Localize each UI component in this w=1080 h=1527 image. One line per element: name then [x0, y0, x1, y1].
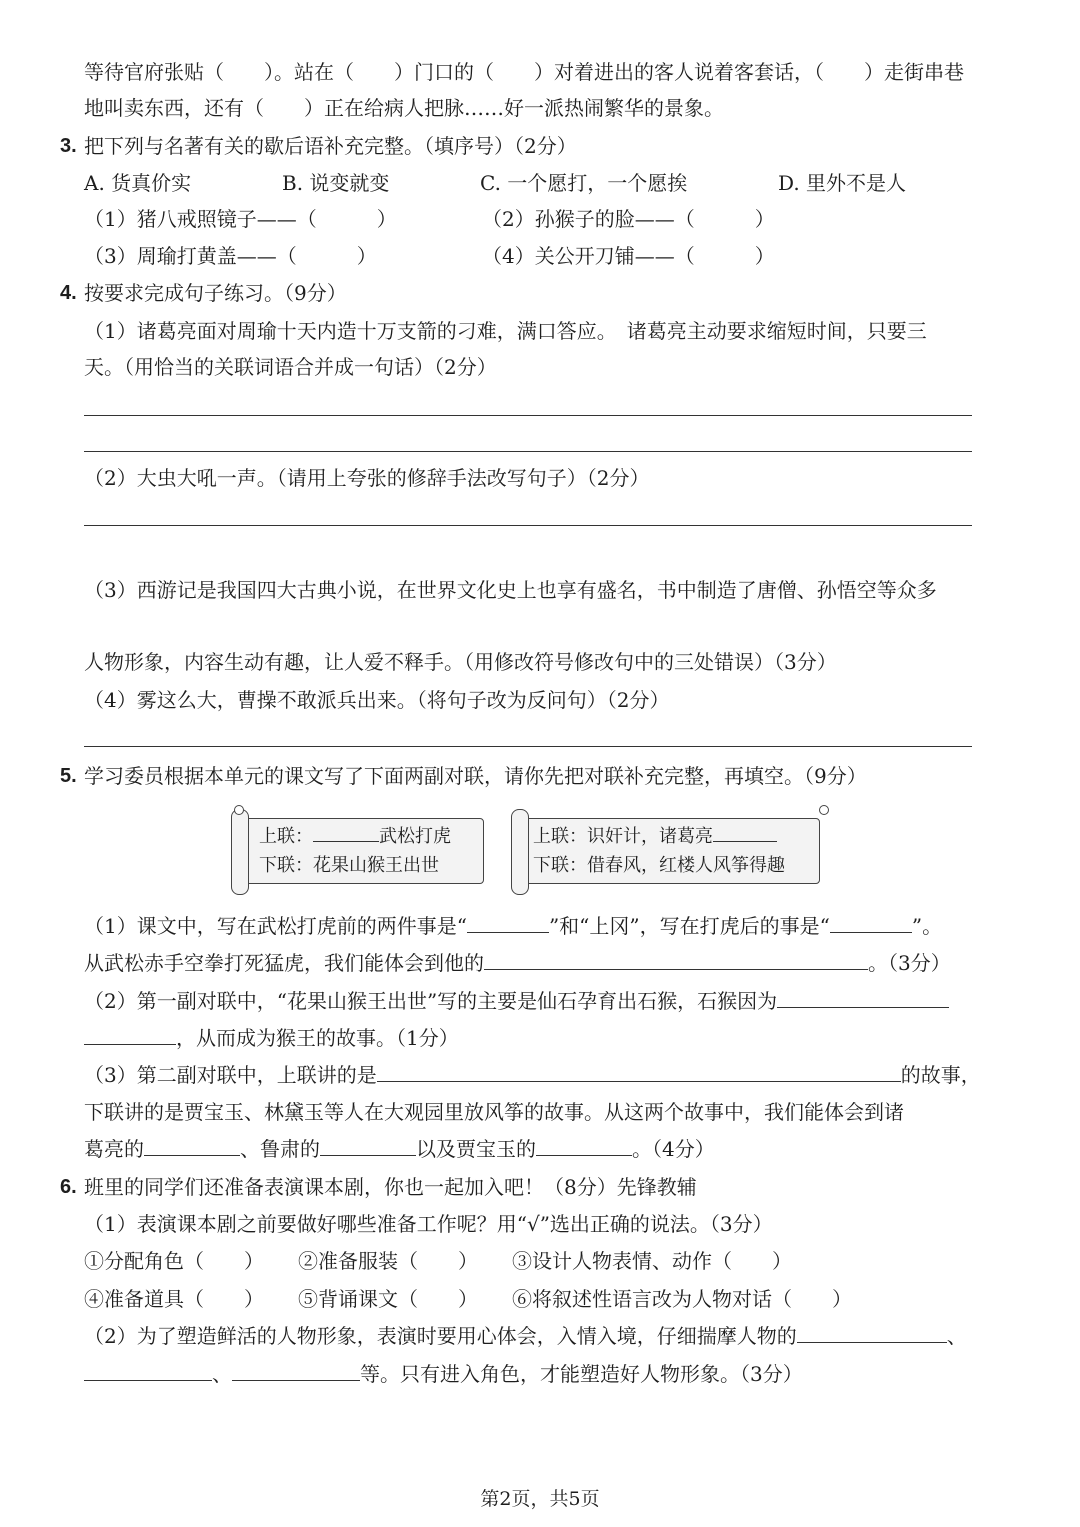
check-item[interactable]: ①分配角色（ ）: [84, 1249, 264, 1273]
q5-p1-text-e: 。（3分）: [868, 951, 951, 975]
couplet-2-upper-text: 上联：识奸计，诸葛亮: [533, 826, 713, 847]
couplet-1-lower: 下联：花果山猴王出世: [259, 855, 439, 876]
carryover-line-1: 等待官府张贴（ ）。站在（ ）门口的（ ）对着进出的客人说着客套话，（ ）走街串巷: [84, 60, 964, 84]
answer-line[interactable]: [84, 525, 972, 526]
check-item[interactable]: ⑥将叙述性语言改为人物对话（ ）: [512, 1287, 852, 1311]
q6-checks-row-2: [84, 1285, 980, 1313]
q5-p3-line-1: [84, 1061, 980, 1089]
blank[interactable]: [232, 1360, 360, 1381]
q3-item-2[interactable]: （2）孙猴子的脸——（ ）: [482, 207, 775, 231]
blank[interactable]: [84, 1360, 212, 1381]
q5-p1-line-1: [84, 912, 980, 940]
blank[interactable]: [320, 1135, 416, 1156]
question-4-title: 按要求完成句子练习。（9分）: [84, 281, 347, 305]
couplet-2-upper: [533, 821, 777, 852]
q5-p3-text-g: 。（4分）: [632, 1137, 715, 1161]
q5-p3-text-b: 的故事，: [900, 1063, 981, 1087]
answer-line[interactable]: [84, 415, 972, 416]
q5-p3-text-a: （3）第二副对联中，上联讲的是: [84, 1063, 377, 1087]
q3-item-3[interactable]: （3）周瑜打黄盖——（ ）: [84, 244, 377, 268]
couplet-1-upper: [259, 821, 451, 852]
blank[interactable]: [84, 1024, 176, 1045]
q5-p3-text-f: 以及贾宝玉的: [416, 1137, 536, 1161]
scroll-roll-left: [511, 809, 529, 895]
q4-s2: （2）大虫大吼一声。（请用上夸张的修辞手法改写句子）（2分）: [84, 466, 650, 490]
q5-p2-text-b: ，从而成为猴王的故事。（1分）: [176, 1026, 459, 1050]
page-number: 第2页，共5页: [480, 1488, 600, 1510]
couplet-scroll-2: [520, 818, 820, 884]
answer-line[interactable]: [84, 451, 972, 452]
q4-s1-line-2: 天。（用恰当的关联词语合并成一句话）（2分）: [84, 355, 497, 379]
scroll-knob-right: [819, 805, 829, 815]
q4-s3-line-2: 人物形象，内容生动有趣，让人爱不释手。（用修改符号修改句中的三处错误）（3分）: [84, 650, 837, 674]
carryover-line-2: 地叫卖东西，还有（ ）正在给病人把脉……好一派热闹繁华的景象。: [84, 96, 724, 120]
question-3-number: 3.: [60, 135, 77, 157]
q3-options: [84, 169, 980, 197]
scroll-knob-left: [234, 805, 244, 815]
q5-p3-line-2: 下联讲的是贾宝玉、林黛玉等人在大观园里放风筝的故事。从这两个故事中，我们能体会到诸: [84, 1100, 904, 1124]
q5-p1-text-c: ”。: [911, 914, 943, 938]
q5-p1-text-a: （1）课文中，写在武松打虎前的两件事是“: [84, 914, 467, 938]
couplet-scroll-1: [240, 818, 484, 884]
check-item[interactable]: ②准备服装（ ）: [298, 1249, 478, 1273]
q4-s4: （4）雾这么大，曹操不敢派兵出来。（将句子改为反问句）（2分）: [84, 688, 670, 712]
q3-items-row-2: [84, 242, 980, 270]
check-item[interactable]: ⑤背诵课文（ ）: [298, 1287, 478, 1311]
q3-option-c: C. 一个愿打，一个愿挨: [480, 171, 688, 195]
q3-item-1[interactable]: （1）猪八戒照镜子——（ ）: [84, 207, 397, 231]
q5-p1-text-d: 从武松赤手空拳打死猛虎，我们能体会到他的: [84, 951, 484, 975]
q3-option-d: D. 里外不是人: [778, 171, 907, 195]
check-item[interactable]: ③设计人物表情、动作（ ）: [512, 1249, 792, 1273]
answer-line[interactable]: [84, 746, 972, 747]
question-4-number: 4.: [60, 282, 77, 304]
q5-p1-text-b: ”和“上冈”，写在打虎后的事是“: [548, 914, 830, 938]
question-6-title: 班里的同学们还准备表演课本剧，你也一起加入吧！（8分）先锋教辅: [84, 1175, 697, 1199]
question-6-number: 6.: [60, 1176, 77, 1198]
couplet-2-blank[interactable]: [713, 821, 777, 842]
q5-p2-text-a: （2）第一副对联中，“花果山猴王出世”写的主要是仙石孕育出石猴，石猴因为: [84, 989, 778, 1013]
q6-p2-line-2: [84, 1360, 980, 1388]
blank[interactable]: [144, 1135, 240, 1156]
q6-p2-text-a: （2）为了塑造鲜活的人物形象，表演时要用心体会，入情入境，仔细揣摩人物的: [84, 1324, 797, 1348]
check-item[interactable]: ④准备道具（ ）: [84, 1287, 264, 1311]
q6-checks-row-1: [84, 1247, 980, 1275]
blank[interactable]: [467, 912, 549, 933]
blank[interactable]: [377, 1061, 901, 1082]
scroll-roll-left: [231, 809, 249, 895]
q6-p2-text-c: 、: [212, 1362, 232, 1386]
couplet-1-blank[interactable]: [313, 821, 379, 842]
question-5-title: 学习委员根据本单元的课文写了下面两副对联，请你先把对联补充完整，再填空。（9分）: [84, 764, 867, 788]
blank[interactable]: [536, 1135, 632, 1156]
q6-p2-text-b: 、: [946, 1324, 967, 1348]
couplet-1-upper-text: 武松打虎: [379, 826, 451, 847]
blank[interactable]: [797, 1322, 947, 1343]
q3-option-a: A. 货真价实: [84, 171, 192, 195]
blank[interactable]: [777, 987, 949, 1008]
q4-s1-line-1: （1）诸葛亮面对周瑜十天内造十万支箭的刁难，满口答应。 诸葛亮主动要求缩短时间，只要三: [84, 319, 927, 343]
blank[interactable]: [830, 912, 912, 933]
q4-s3-line-1: （3）西游记是我国四大古典小说，在世界文化史上也享有盛名，书中制造了唐僧、孙悟空等众多: [84, 578, 937, 602]
q5-p1-line-2: [84, 949, 980, 977]
q5-p3-text-d: 葛亮的: [84, 1137, 144, 1161]
q5-p3-text-e: 、鲁肃的: [240, 1137, 320, 1161]
q3-item-4[interactable]: （4）关公开刀铺——（ ）: [482, 244, 775, 268]
q5-p2-line-1: [84, 987, 980, 1015]
couplet-2-lower: 下联：借春风，红楼人风筝得趣: [533, 855, 785, 876]
q6-p2-line-1: [84, 1322, 980, 1350]
q5-p3-line-3: [84, 1135, 980, 1163]
blank[interactable]: [484, 949, 868, 970]
question-3-title: 把下列与名著有关的歇后语补充完整。（填序号）（2分）: [84, 134, 577, 158]
q5-p2-line-2: [84, 1024, 980, 1052]
q6-p1: （1）表演课本剧之前要做好哪些准备工作呢？用“√”选出正确的说法。（3分）: [84, 1212, 773, 1236]
q3-option-b: B. 说变就变: [282, 171, 390, 195]
couplet-1-upper-label: 上联：: [259, 826, 313, 847]
q6-p2-text-d: 等。只有进入角色，才能塑造好人物形象。（3分）: [360, 1362, 803, 1386]
q3-items-row-1: [84, 205, 980, 233]
question-5-number: 5.: [60, 765, 77, 787]
